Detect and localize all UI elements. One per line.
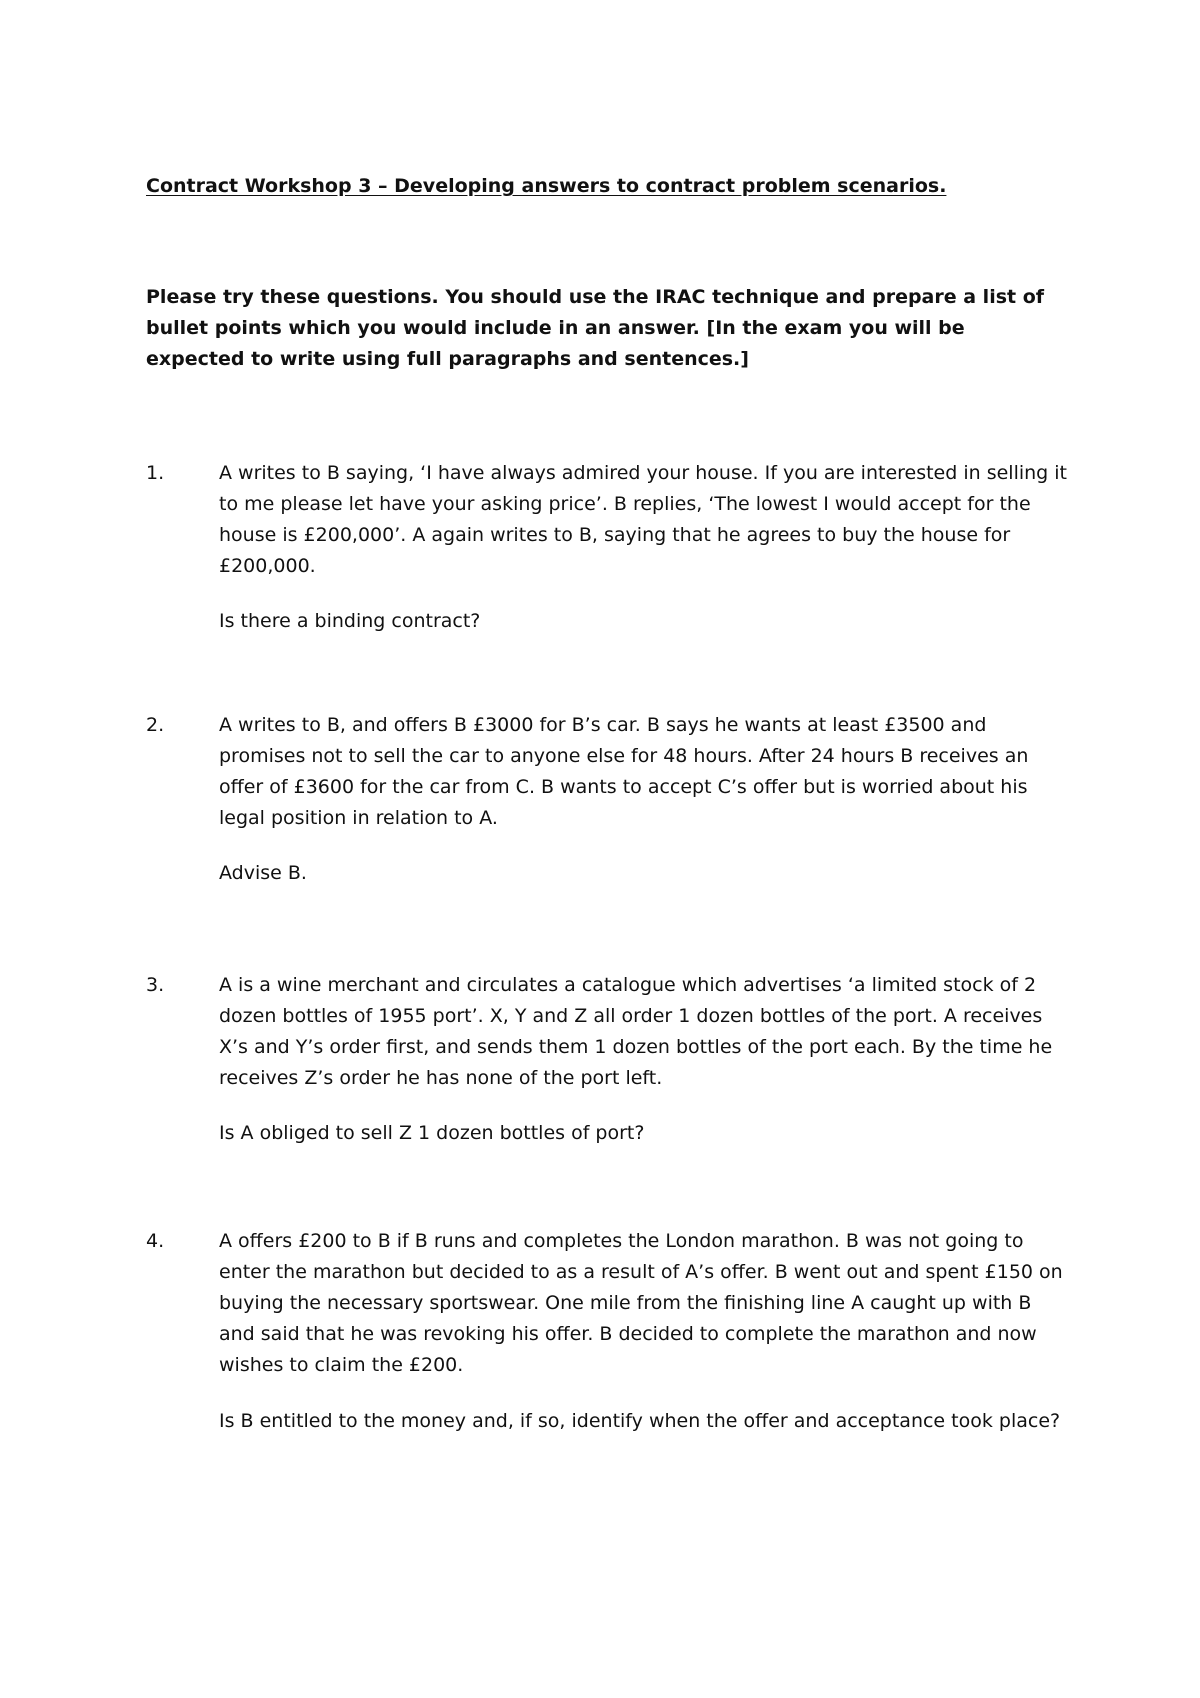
question-prompt: Is B entitled to the money and, if so, identify when the offer and acceptance took place?	[219, 1410, 1061, 1432]
question-prompt: Is A obliged to sell Z 1 dozen bottles of port?	[219, 1122, 645, 1144]
page-title: Contract Workshop 3 – Developing answers to contract problem scenarios.	[146, 175, 947, 197]
question-number: 1.	[146, 462, 165, 484]
question-prompt: Advise B.	[219, 862, 307, 884]
question-text: A writes to B, and offers B £3000 for B’s car. B says he wants at least £3500 and promises not to sell the car to anyone else for 48 hours. After 24 hours B receives an offer of £3600 for the car from C. B wants to accept C’s offer but is worried about his legal position in relation to A.	[219, 714, 1029, 829]
question-number: 2.	[146, 714, 165, 736]
question-prompt: Is there a binding contract?	[219, 610, 481, 632]
question-number: 3.	[146, 974, 165, 996]
instructions-paragraph: Please try these questions. You should use the IRAC technique and prepare a list of bullet points which you would include in an answer. [In the exam you will be expected to write using full paragraphs and sentences.]	[146, 286, 1045, 370]
question-text: A writes to B saying, ‘I have always admired your house. If you are interested in selling it to me please let have your asking price’. B replies, ‘The lowest I would accept for the house is £200,000’. A again writes to B, saying that he agrees to buy the house for £200,000.	[219, 462, 1068, 577]
question-number: 4.	[146, 1230, 165, 1252]
question-text: A offers £200 to B if B runs and completes the London marathon. B was not going to enter the marathon but decided to as a result of A’s offer. B went out and spent £150 on buying the necessary sportswear. One mile from the finishing line A caught up with B and said that he was revoking his offer. B decided to complete the marathon and now wishes to claim the £200.	[219, 1230, 1063, 1376]
question-text: A is a wine merchant and circulates a catalogue which advertises ‘a limited stock of 2 dozen bottles of 1955 port’. X, Y and Z all order 1 dozen bottles of the port. A receives X’s and Y’s order first, and sends them 1 dozen bottles of the port each. By the time he receives Z’s order he has none of the port left.	[219, 974, 1053, 1089]
